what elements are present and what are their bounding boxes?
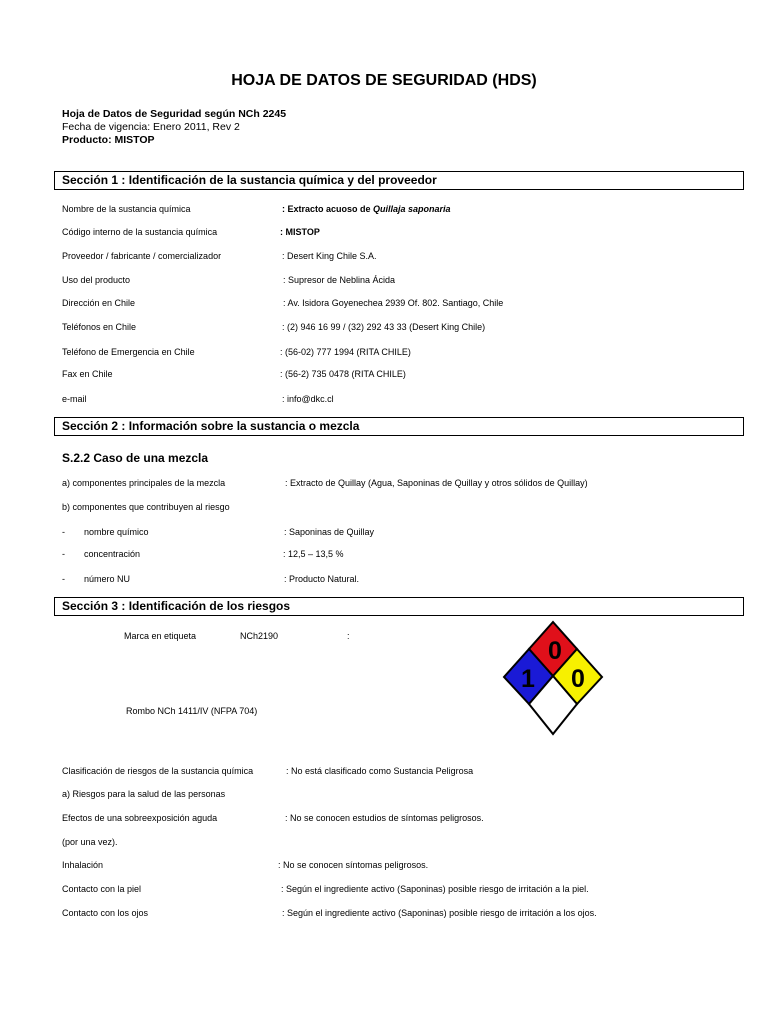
- s1-value-nombre: : Extracto acuoso de Quillaja saponaria: [282, 204, 451, 214]
- section-2-header: Sección 2 : Información sobre la sustancia o mezcla: [54, 417, 744, 436]
- s1-label-uso: Uso del producto: [62, 275, 131, 285]
- doc-validity: Fecha de vigencia: Enero 2011, Rev 2: [62, 121, 240, 133]
- s1-label-email: e-mail: [62, 394, 87, 404]
- nfpa-flammability-value: 0: [548, 637, 562, 665]
- s2-label-numero-nu: número NU: [84, 574, 131, 584]
- s1-value-direccion: : Av. Isidora Goyenechea 2939 Of. 802. Santiago, Chile: [283, 298, 504, 308]
- section-3-header: Sección 3 : Identificación de los riesgos: [54, 597, 744, 616]
- s1-value-proveedor: : Desert King Chile S.A.: [282, 251, 377, 261]
- s3-label-rombo: Rombo NCh 1411/IV (NFPA 704): [126, 706, 258, 716]
- s3-label-ojos: Contacto con los ojos: [62, 908, 149, 918]
- s1-value-email: : info@dkc.cl: [282, 394, 334, 404]
- s1-label-nombre: Nombre de la sustancia química: [62, 204, 191, 214]
- section-1-header: Sección 1 : Identificación de la sustancia química y del proveedor: [54, 171, 744, 190]
- s2-subtitle: S.2.2 Caso de una mezcla: [62, 451, 209, 465]
- s3-value-clasificacion: : No está clasificado como Sustancia Peligrosa: [286, 766, 474, 776]
- s1-label-direccion: Dirección en Chile: [62, 298, 136, 308]
- nfpa-reactivity-value: 0: [571, 665, 585, 693]
- s3-label-inhalacion: Inhalación: [62, 860, 104, 870]
- doc-product: Producto: MISTOP: [62, 134, 155, 146]
- s2-value-concentracion: : 12,5 – 13,5 %: [283, 549, 344, 559]
- s1-label-emergencia: Teléfono de Emergencia en Chile: [62, 347, 195, 357]
- s3-label-riesgos-salud: a) Riesgos para la salud de las personas: [62, 789, 226, 799]
- s3-label-por-una-vez: (por una vez).: [62, 837, 118, 847]
- s2-dash: -: [62, 549, 65, 559]
- s1-value-fax: : (56-2) 735 0478 (RITA CHILE): [280, 369, 406, 379]
- s3-label-clasificacion: Clasificación de riesgos de la sustancia química: [62, 766, 254, 776]
- doc-subtitle: Hoja de Datos de Seguridad según NCh 2245: [62, 108, 287, 120]
- s3-value-ojos: : Según el ingrediente activo (Saponinas) posible riesgo de irritación a los ojos.: [282, 908, 597, 918]
- s3-value-piel: : Según el ingrediente activo (Saponinas) posible riesgo de irritación a la piel.: [281, 884, 589, 894]
- s3-value-inhalacion: : No se conocen síntomas peligrosos.: [278, 860, 429, 870]
- s3-value-sobreexposicion: : No se conocen estudios de síntomas peligrosos.: [285, 813, 484, 823]
- s3-label-marca: Marca en etiqueta: [124, 631, 197, 641]
- s2-label-riesgo: b) componentes que contribuyen al riesgo: [62, 502, 230, 512]
- s1-value-telefonos: : (2) 946 16 99 / (32) 292 43 33 (Desert King Chile): [282, 322, 486, 332]
- s2-label-concentracion: concentración: [84, 549, 141, 559]
- s1-value-codigo: : MISTOP: [280, 227, 320, 237]
- s1-label-codigo: Código interno de la sustancia química: [62, 227, 218, 237]
- s2-dash: -: [62, 527, 65, 537]
- s2-value-numero-nu: : Producto Natural.: [284, 574, 360, 584]
- s1-label-telefonos: Teléfonos en Chile: [62, 322, 137, 332]
- s1-value-emergencia: : (56-02) 777 1994 (RITA CHILE): [280, 347, 411, 357]
- s2-label-nombre-quimico: nombre químico: [84, 527, 149, 537]
- s2-value-componentes: : Extracto de Quillay (Agua, Saponinas de Quillay y otros sólidos de Quillay): [285, 478, 588, 488]
- s3-label-sobreexposicion: Efectos de una sobreexposición aguda: [62, 813, 218, 823]
- page-title: HOJA DE DATOS DE SEGURIDAD (HDS): [231, 72, 537, 89]
- s3-label-piel: Contacto con la piel: [62, 884, 142, 894]
- nfpa-health-value: 1: [521, 665, 535, 693]
- nfpa-diamond: [500, 620, 606, 738]
- s2-value-nombre-quimico: : Saponinas de Quillay: [284, 527, 375, 537]
- s3-label-nch2190: NCh2190: [240, 631, 279, 641]
- s1-label-proveedor: Proveedor / fabricante / comercializador: [62, 251, 222, 261]
- s1-value-uso: : Supresor de Neblina Ácida: [283, 275, 396, 285]
- s2-dash: -: [62, 574, 65, 584]
- s1-label-fax: Fax en Chile: [62, 369, 113, 379]
- s3-colon: :: [347, 631, 350, 641]
- s2-label-componentes: a) componentes principales de la mezcla: [62, 478, 226, 488]
